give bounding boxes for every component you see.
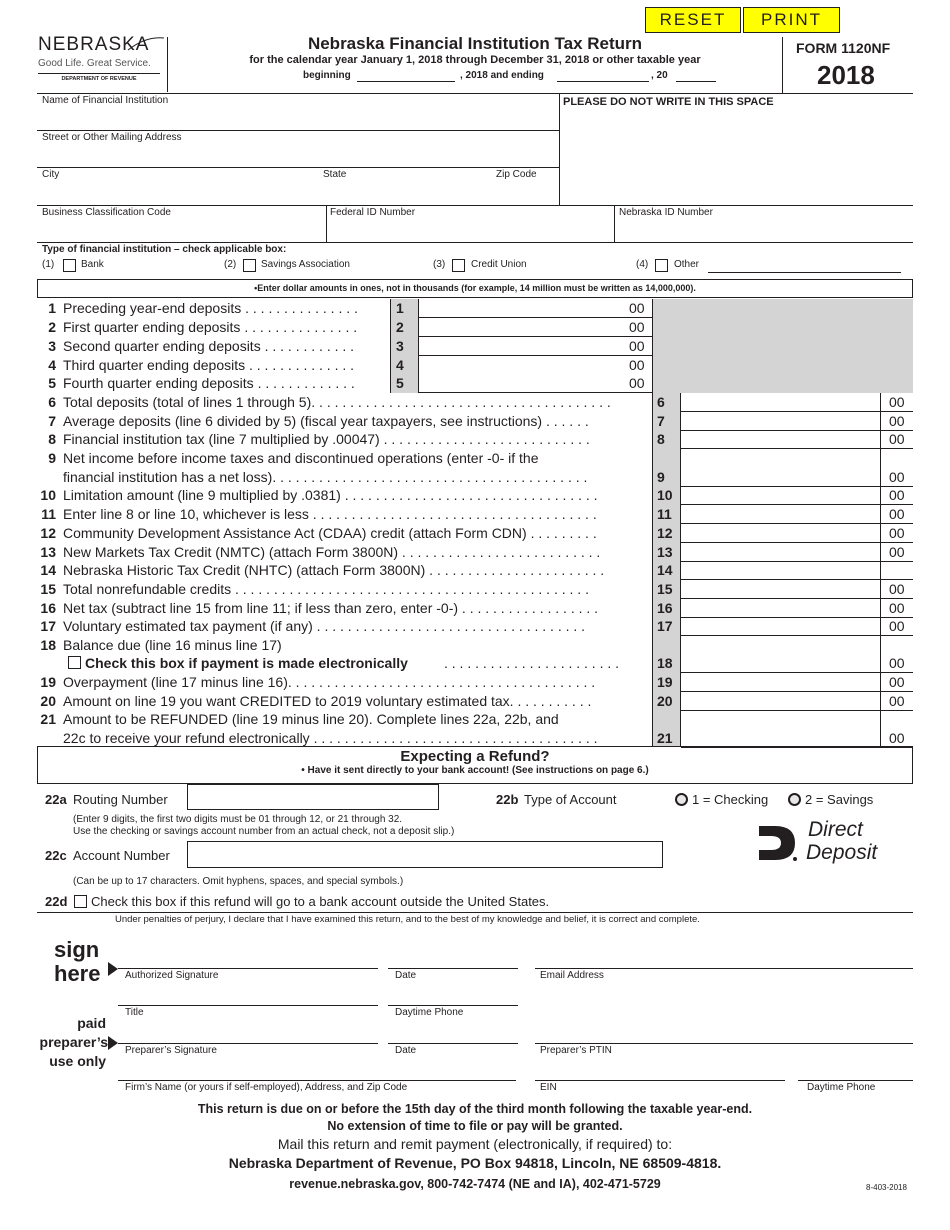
line-number: 11	[41, 506, 56, 522]
box-number: 16	[657, 600, 673, 616]
logo-name: NEBRASKA	[38, 34, 150, 55]
line-text: Fourth quarter ending deposits . . . . . . . . . . . . .	[63, 375, 355, 391]
state-label: State	[323, 169, 347, 180]
shaded-area	[652, 299, 913, 393]
line-number: 16	[40, 600, 56, 616]
line-number: 6	[48, 394, 56, 410]
account-number-note: (Can be up to 17 characters. Omit hyphens, spaces, and special symbols.)	[73, 876, 404, 887]
here-label: here	[54, 961, 101, 986]
logo-swoosh-icon	[126, 34, 166, 54]
contact-info: revenue.nebraska.gov, 800-742-7474 (NE and IA), 402-471-5729	[289, 1177, 661, 1191]
firm-name-label: Firm’s Name (or yours if self-employed), Address, and Zip Code	[125, 1082, 408, 1093]
type-title: Type of financial institution – check applicable box:	[42, 244, 287, 255]
cents-zero: 00	[629, 375, 645, 391]
account-type-label: Type of Account	[524, 792, 617, 807]
box-number: 21	[657, 730, 673, 746]
line-number: 2	[48, 319, 56, 335]
line-text: Preceding year-end deposits . . . . . . . . . . . . . . .	[63, 300, 358, 316]
line-text: Total deposits (total of lines 1 through 5). . . . . . . . . . . . . . . . . . . . . . . . . . . . . . . . . . . . . . .	[63, 394, 611, 410]
cents-zero: 00	[889, 431, 905, 447]
line-text: Check this box if payment is made electronically	[85, 655, 408, 671]
foreign-account-label: Check this box if this refund will go to a bank account outside the United States.	[91, 894, 550, 909]
paid-label: paid	[77, 1015, 106, 1031]
box-number: 4	[390, 356, 418, 375]
checking-radio[interactable]	[675, 793, 688, 806]
box-number: 17	[657, 618, 673, 634]
sign-label: sign	[54, 937, 100, 962]
refund-title: Expecting a Refund?	[400, 748, 550, 765]
refund-subtitle: • Have it sent directly to your bank account! (See instructions on page 6.)	[301, 765, 649, 776]
line-text: Amount to be REFUNDED (line 19 minus line 20). Complete lines 22a, 22b, and	[63, 711, 559, 727]
amount-input[interactable]	[681, 692, 913, 711]
sign-arrow-icon	[108, 962, 118, 976]
amount-input[interactable]	[681, 393, 913, 412]
page-title: Nebraska Financial Institution Tax Return	[307, 34, 643, 53]
line-text: Amount on line 19 you want CREDITED to 2019 voluntary estimated tax. . . . . . . . . . .	[63, 693, 592, 709]
amount-input[interactable]	[681, 524, 913, 543]
ending-label: , 2018 and ending	[460, 70, 544, 81]
authorized-signature-label: Authorized Signature	[125, 970, 219, 981]
amount-input[interactable]	[419, 318, 652, 337]
cents-zero: 00	[629, 357, 645, 373]
line-text: Net income before income taxes and discontinued operations (enter -0- if the	[63, 450, 539, 466]
box-number: 12	[657, 525, 673, 541]
line-text: Total nonrefundable credits . . . . . . . . . . . . . . . . . . . . . . . . . . . . . . . . . . . . . . . . . . . . . .	[63, 581, 589, 597]
title-label: Title	[125, 1007, 144, 1018]
amount-input[interactable]	[681, 580, 913, 599]
use-only-label: use only	[49, 1053, 106, 1069]
print-button[interactable]: PRINT	[743, 7, 840, 33]
cents-zero: 00	[889, 600, 905, 616]
line-number: 12	[40, 525, 56, 541]
line-text: Community Development Assistance Act (CDAA) credit (attach Form CDN) . . . . . . . . .	[63, 525, 597, 541]
city-label: City	[42, 169, 60, 180]
line-22d-num: 22d	[45, 894, 68, 909]
bcc-label: Business Classification Code	[42, 207, 171, 218]
cents-zero: 00	[889, 394, 905, 410]
line-number: 9	[48, 450, 56, 466]
amount-input[interactable]	[681, 599, 913, 618]
line-22b-num: 22b	[496, 792, 519, 807]
cents-zero: 00	[889, 469, 905, 485]
form-name: FORM 1120NF	[796, 40, 891, 56]
savings-association-checkbox[interactable]	[243, 259, 256, 272]
line-text: 22c to receive your refund electronically . . . . . . . . . . . . . . . . . . . . . . . . . . . . . . . . . . . . .	[63, 730, 598, 746]
line-number: 20	[40, 693, 56, 709]
cents-zero: 00	[629, 300, 645, 316]
reset-button[interactable]: RESET	[645, 7, 741, 33]
due-date-text: This return is due on or before the 15th day of the third month following the taxable year-end.	[197, 1102, 753, 1116]
beginning-label: beginning	[303, 70, 351, 81]
box-number: 8	[657, 431, 665, 447]
logo-dept: DEPARTMENT OF REVENUE	[61, 76, 137, 82]
cents-zero: 00	[889, 506, 905, 522]
credit-union-checkbox[interactable]	[452, 259, 465, 272]
box-number: 9	[657, 469, 665, 485]
cents-zero: 00	[889, 413, 905, 429]
line-number: 21	[40, 711, 56, 727]
cents-zero: 00	[629, 319, 645, 335]
line-text: Net tax (subtract line 15 from line 11; if less than zero, enter -0-) . . . . . . . . . . . . . . . . . .	[63, 600, 599, 616]
deposit-label: Deposit	[806, 841, 878, 864]
fein-label: Federal ID Number	[330, 207, 416, 218]
perjury-statement: Under penalties of perjury, I declare that I have examined this return, and to the best of my knowledge and belief, it is correct and complete.	[115, 914, 700, 925]
nebraska-logo	[38, 34, 166, 90]
line-text: Nebraska Historic Tax Credit (NHTC) (attach Form 3800N) . . . . . . . . . . . . . . . . . . . . . . .	[63, 562, 605, 578]
cents-zero: 00	[889, 655, 905, 671]
ptin-label: Preparer’s PTIN	[540, 1045, 612, 1056]
logo-tagline: Good Life. Great Service.	[38, 58, 151, 69]
amount-input[interactable]	[681, 486, 913, 505]
cents-zero: 00	[889, 674, 905, 690]
box-number: 14	[657, 562, 673, 578]
refund-box	[37, 746, 913, 784]
neid-label: Nebraska ID Number	[619, 207, 713, 218]
box-number: 5	[390, 374, 418, 393]
line-number: 14	[40, 562, 56, 578]
type-2-num: (2)	[224, 259, 237, 270]
ein-label: EIN	[540, 1082, 557, 1093]
line-text: Enter line 8 or line 10, whichever is less . . . . . . . . . . . . . . . . . . . . . . . . . . . . . . . . . . . . .	[63, 506, 597, 522]
line-number: 19	[40, 674, 56, 690]
line-22a-num: 22a	[45, 792, 67, 807]
type-2-label: Savings Association	[261, 259, 350, 270]
box-number: 3	[390, 337, 418, 356]
dollar-note: •Enter dollar amounts in ones, not in thousands (for example, 14 million must be written as 14,000,000).	[37, 279, 913, 298]
box-number: 6	[657, 394, 665, 410]
amount-input[interactable]	[419, 374, 652, 393]
line-number: 5	[48, 375, 56, 391]
amount-input[interactable]	[681, 673, 913, 692]
line-number: 13	[40, 544, 56, 560]
amount-input[interactable]	[681, 412, 913, 431]
box-number: 20	[657, 693, 673, 709]
form-code: 8-403-2018	[866, 1183, 907, 1192]
box-number: 13	[657, 544, 673, 560]
zip-label: Zip Code	[496, 169, 537, 180]
amount-input[interactable]	[681, 617, 913, 636]
box-number: 10	[657, 487, 673, 503]
line-text: Balance due (line 16 minus line 17)	[63, 637, 282, 653]
line-text: Average deposits (line 6 divided by 5) (fiscal year taxpayers, see instructions) . . . . . .	[63, 413, 589, 429]
bank-checkbox[interactable]	[63, 259, 76, 272]
box-number: 19	[657, 674, 673, 690]
direct-label: Direct	[808, 818, 863, 841]
email-label: Email Address	[540, 970, 604, 981]
form-year: 2018	[817, 60, 875, 90]
line-text: financial institution has a net loss). . . . . . . . . . . . . . . . . . . . . . . . . . . . . . . . . . . . . . . . .	[63, 469, 588, 485]
routing-number-input[interactable]	[187, 784, 439, 810]
street-label: Street or Other Mailing Address	[42, 132, 182, 143]
amount-input[interactable]	[681, 561, 913, 580]
type-3-num: (3)	[433, 259, 446, 270]
line-text: First quarter ending deposits . . . . . . . . . . . . . . .	[63, 319, 358, 335]
line-number: 1	[48, 300, 56, 316]
amount-input[interactable]	[419, 356, 652, 375]
direct-deposit-icon	[757, 822, 799, 864]
cents-zero: 00	[889, 581, 905, 597]
line-number: 3	[48, 338, 56, 354]
cents-zero: 00	[889, 730, 905, 746]
box-number: 15	[657, 581, 673, 597]
preparer-signature-label: Preparer’s Signature	[125, 1045, 217, 1056]
cents-zero: 00	[889, 618, 905, 634]
preparer-arrow-icon	[108, 1036, 118, 1050]
line-text: Overpayment (line 17 minus line 16). . . . . . . . . . . . . . . . . . . . . . . . . . . . . . . . . . . . . . . .	[63, 674, 596, 690]
line-number: 15	[40, 581, 56, 597]
year-20-label: , 20	[651, 70, 668, 81]
other-checkbox[interactable]	[655, 259, 668, 272]
cents-zero: 00	[629, 338, 645, 354]
type-1-num: (1)	[42, 259, 55, 270]
mail-address: Nebraska Department of Revenue, PO Box 94818, Lincoln, NE 68509-4818.	[228, 1155, 722, 1171]
box-number: 18	[657, 655, 673, 671]
preparers-label: preparer’s	[39, 1034, 108, 1050]
type-4-label: Other	[674, 259, 700, 270]
cents-zero: 00	[889, 544, 905, 560]
box-number: 7	[657, 413, 665, 429]
line-text: Second quarter ending deposits . . . . . . . . . . . .	[63, 338, 355, 354]
line-number: 7	[48, 413, 56, 429]
amount-input[interactable]	[681, 543, 913, 562]
account-number-input[interactable]	[187, 841, 663, 868]
line-22c-num: 22c	[45, 848, 67, 863]
line-number: 18	[40, 637, 56, 653]
line-number: 17	[40, 618, 56, 634]
amount-input[interactable]	[681, 468, 913, 487]
amount-input[interactable]	[419, 337, 652, 356]
line-number: 4	[48, 357, 56, 373]
type-4-num: (4)	[636, 259, 649, 270]
foreign-account-checkbox[interactable]	[74, 895, 87, 908]
line-text: New Markets Tax Credit (NMTC) (attach Form 3800N) . . . . . . . . . . . . . . . . . . . . . . . . . .	[63, 544, 601, 560]
line-number: 8	[48, 431, 56, 447]
box-number: 1	[390, 299, 418, 318]
box-number: 2	[390, 318, 418, 337]
sign-date-label: Date	[395, 970, 417, 981]
routing-label: Routing Number	[73, 792, 168, 807]
cents-zero: 00	[889, 693, 905, 709]
account-number-label: Account Number	[73, 848, 170, 863]
no-extension-text: No extension of time to file or pay will be granted.	[327, 1119, 623, 1133]
box-number: 11	[657, 506, 672, 522]
savings-radio[interactable]	[788, 793, 801, 806]
checking-label: 1 = Checking	[692, 792, 769, 807]
line-text: Voluntary estimated tax payment (if any) . . . . . . . . . . . . . . . . . . . . . . . . . . . . . . . . . . .	[63, 618, 586, 634]
line-18-dots: . . . . . . . . . . . . . . . . . . . . . . .	[444, 655, 620, 671]
line-text: Limitation amount (line 9 multiplied by .0381) . . . . . . . . . . . . . . . . . . . . . . . . . . . . . . . . .	[63, 487, 598, 503]
line-text: Financial institution tax (line 7 multiplied by .00047) . . . . . . . . . . . . . . . . . . . . . . . . . . .	[63, 431, 590, 447]
cents-zero: 00	[889, 525, 905, 541]
preparer-date-label: Date	[395, 1045, 417, 1056]
electronic-payment-checkbox[interactable]	[68, 656, 81, 669]
line-text: Third quarter ending deposits . . . . . . . . . . . . . .	[63, 357, 355, 373]
amount-input[interactable]	[681, 654, 913, 673]
routing-note-2: Use the checking or savings account number from an actual check, not a deposit slip.)	[73, 826, 455, 837]
cents-zero: 00	[889, 487, 905, 503]
savings-label: 2 = Savings	[805, 792, 874, 807]
institution-name-label: Name of Financial Institution	[42, 95, 169, 106]
page-subtitle: for the calendar year January 1, 2018 through December 31, 2018 or other taxable year	[249, 54, 701, 66]
firm-phone-label: Daytime Phone	[807, 1082, 876, 1093]
type-3-label: Credit Union	[471, 259, 527, 270]
line-number: 10	[40, 487, 56, 503]
mail-instructions: Mail this return and remit payment (electronically, if required) to:	[277, 1136, 673, 1152]
office-use-label: PLEASE DO NOT WRITE IN THIS SPACE	[563, 96, 774, 108]
type-1-label: Bank	[81, 259, 104, 270]
daytime-phone-label: Daytime Phone	[395, 1007, 464, 1018]
amount-input[interactable]	[681, 430, 913, 449]
routing-note-1: (Enter 9 digits, the first two digits must be 01 through 12, or 21 through 32.	[73, 814, 403, 825]
amount-input[interactable]	[419, 299, 652, 318]
amount-input[interactable]	[681, 505, 913, 524]
